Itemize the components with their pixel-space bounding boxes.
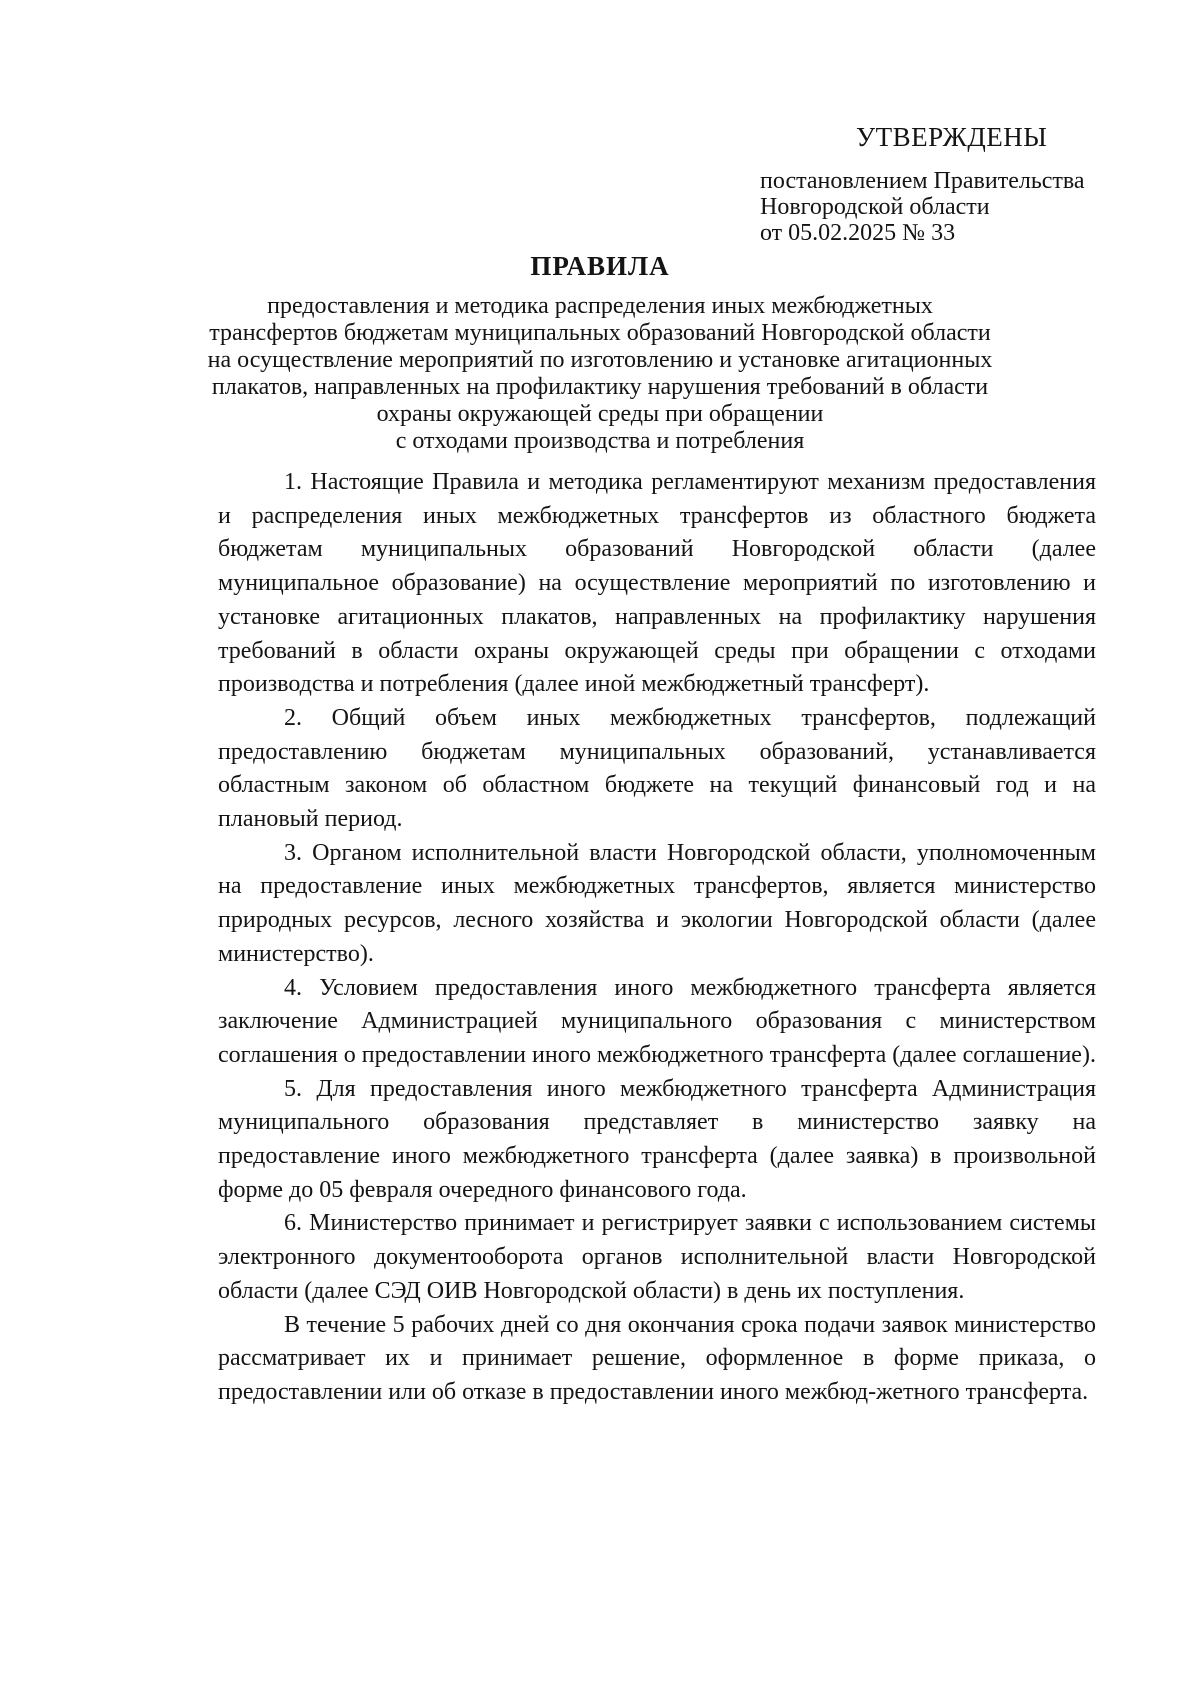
subtitle-line: предоставления и методика распределения иных межбюджетных	[267, 293, 933, 319]
subtitle-line: плакатов, направленных на профилактику нарушения требований в области	[211, 374, 989, 400]
document-title: ПРАВИЛА	[530, 251, 670, 281]
subtitle-line: трансфертов бюджетам муниципальных образований Новгородской области	[209, 320, 991, 346]
document-subtitle	[200, 293, 1000, 455]
paragraph-4: 4. Условием предоставления иного межбюджетного трансферта является заключение Администрацией муниципального образования с министерством соглашения о предоставлении иного межбюджетного трансферта (далее соглашение).	[218, 974, 1096, 1068]
approval-line: от 05.02.2025 № 33	[760, 220, 956, 246]
document-body	[218, 466, 1096, 1410]
approval-line: Новгородской области	[760, 194, 990, 220]
subtitle-line: на осуществление мероприятий по изготовлению и установке агитационных	[207, 347, 993, 373]
paragraph-6: 6. Министерство принимает и регистрирует заявки с использованием системы электронного документооборота органов исполнительной власти Новгородской области (далее СЭД ОИВ Новгородской области) в день их поступления.	[218, 1210, 1096, 1304]
approval-block	[760, 120, 1160, 246]
approval-line: постановлением Правительства	[760, 168, 1085, 194]
paragraph-6-continuation: В течение 5 рабочих дней со дня окончания срока подачи заявок министерство рассматривает их и принимает решение, оформленное в форме приказа, о предоставлении или об отказе в предоставлении иного межбюд-жетного трансферта.	[218, 1311, 1096, 1405]
paragraph-1: 1. Настоящие Правила и методика регламентируют механизм предоставления и распределения иных межбюджетных трансфертов из областного бюджета бюджетам муниципальных образований Новгородской области (далее муниципальное образование) на осуществление мероприятий по изготовлению и установке агитационных плакатов, направленных на профилактику нарушения требований в области охраны окружающей среды при обращении с отходами производства и потребления (далее иной межбюджетный трансферт).	[218, 469, 1096, 698]
paragraph-3: 3. Органом исполнительной власти Новгородской области, уполномоченным на предоставление иных межбюджетных трансфертов, является министерство природных ресурсов, лесного хозяйства и экологии Новгородской области (далее министерство).	[218, 839, 1096, 967]
paragraph-5: 5. Для предоставления иного межбюджетного трансферта Администрация муниципального образования представляет в министерство заявку на предоставление иного межбюджетного трансферта (далее заявка) в произвольной форме до 05 февраля очередного финансового года.	[218, 1075, 1096, 1203]
paragraph-2: 2. Общий объем иных межбюджетных трансфертов, подлежащий предоставлению бюджетам муниципальных образований, устанавливается областным законом об областном бюджете на текущий финансовый год и на плановый период.	[218, 704, 1096, 833]
approval-details	[760, 168, 1160, 246]
subtitle-line: охраны окружающей среды при обращении	[376, 401, 824, 427]
approval-title: УТВЕРЖДЕНЫ	[856, 122, 1048, 152]
subtitle-line: с отходами производства и потребления	[395, 428, 805, 454]
